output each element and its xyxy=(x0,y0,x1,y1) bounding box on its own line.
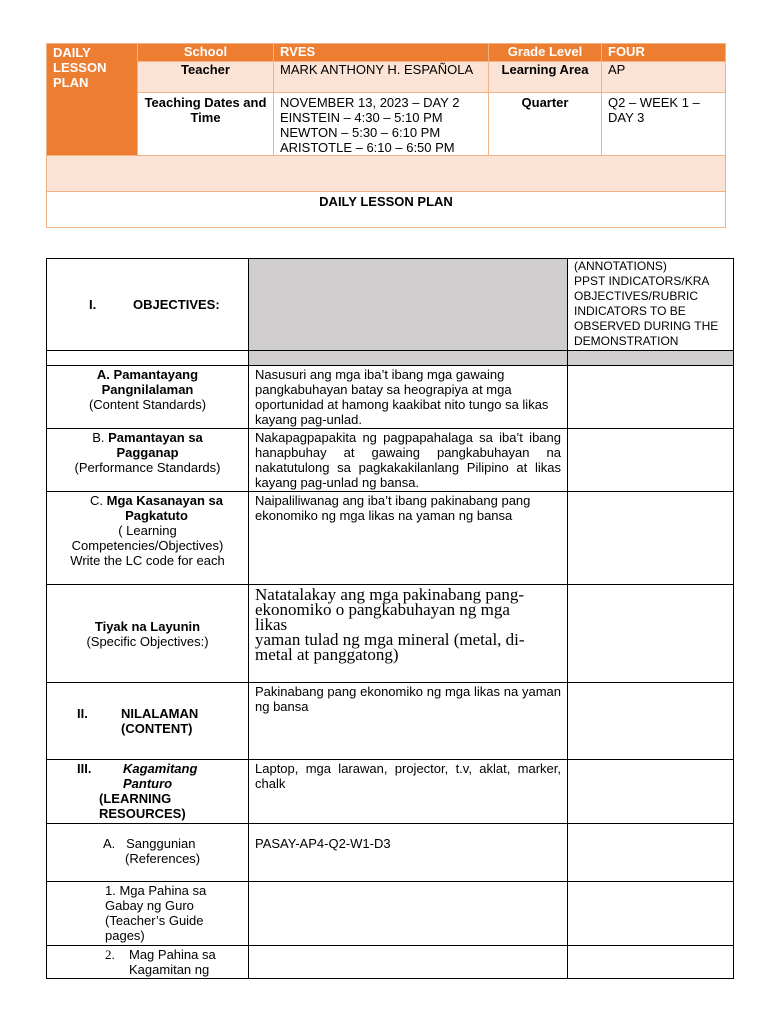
performance-standards-label xyxy=(47,429,249,492)
resources-label-italic: Kagamitang Panturo xyxy=(123,761,198,791)
performance-standards-title xyxy=(53,430,242,460)
content-value: Pakinabang pang ekonomiko ng mga likas na yaman ng bansa xyxy=(249,683,568,760)
annotation-line: PPST INDICATORS/KRA xyxy=(574,274,710,288)
plan-title-text: DAILY LESSON PLAN xyxy=(319,194,453,209)
content-standards-label xyxy=(47,366,249,429)
teaching-dates-value xyxy=(274,93,489,156)
specific-objective-line: likas xyxy=(255,615,288,634)
objectives-grey-cell xyxy=(249,259,568,351)
references-label xyxy=(47,824,249,882)
content-standards-annotation xyxy=(568,366,734,429)
references-title: A. Sanggunian xyxy=(103,836,196,851)
specific-objective-line: Natatalakay ang mga pakinabang pang- xyxy=(255,585,525,604)
peach-spacer-row xyxy=(47,156,726,192)
annotation-line: (ANNOTATIONS) xyxy=(574,259,667,273)
plan-label: DAILY LESSON PLAN xyxy=(47,44,138,156)
specific-objectives-title: Tiyak na Layunin xyxy=(94,618,201,634)
performance-title-text: Pamantayan sa Pagganap xyxy=(108,430,203,460)
resources-header xyxy=(47,760,249,824)
annotation-line: OBJECTIVES/RUBRIC xyxy=(574,289,699,303)
specific-objectives-sub: (Specific Objectives:) xyxy=(86,633,209,649)
content-standards-title: A. Pamantayang Pangnilalaman xyxy=(96,367,199,397)
competencies-title xyxy=(53,493,242,523)
learner-materials-text: Mag Pahina sa Kagamitan ng xyxy=(129,947,216,977)
teacher-value: MARK ANTHONY H. ESPAÑOLA xyxy=(274,62,489,93)
teacher-guide-value xyxy=(249,882,568,946)
grade-label: Grade Level xyxy=(489,44,602,62)
resources-header-row xyxy=(53,761,242,821)
references-value: PASAY-AP4-Q2-W1-D3 xyxy=(249,824,568,882)
competencies-value: Naipaliliwanag ang iba’t ibang pakinabang pang ekonomiko ng mga likas na yaman ng bansa xyxy=(249,492,568,585)
objectives-num: I. xyxy=(89,297,97,312)
learner-materials-num: 2. xyxy=(105,947,115,962)
learning-area-value: AP xyxy=(602,62,726,93)
dates-line: NOVEMBER 13, 2023 – DAY 2 xyxy=(280,95,460,110)
dates-line: NEWTON – 5:30 – 6:10 PM xyxy=(280,125,441,140)
specific-objectives-value xyxy=(249,585,568,683)
content-standards-value: Nasusuri ang mga iba’t ibang mga gawaing pangkabuhayan batay sa heograpiya at mga oportunidad at hamong kaakibat nito tungo sa likas kayang pag-unlad. xyxy=(249,366,568,429)
learner-materials-label xyxy=(47,946,249,979)
lesson-plan-table xyxy=(46,258,734,979)
learner-materials-row xyxy=(105,947,242,977)
teacher-guide-label xyxy=(47,882,249,946)
header-table xyxy=(46,43,726,228)
resources-annotation xyxy=(568,760,734,824)
specific-objective-line: ekonomiko o pangkabuhayan ng mga xyxy=(255,600,510,619)
performance-prefix: B. xyxy=(92,430,105,445)
daily-lesson-plan-title xyxy=(47,192,726,228)
performance-standards-sub: (Performance Standards) xyxy=(74,460,221,475)
content-header-row xyxy=(53,706,242,736)
performance-standards-value: Nakapagpapakita ng pagpapahalaga sa iba’t ibang hanapbuhay at gawaing pangkabuhayan na nakatutulong sa pagkakakilanlang Pilipino at likas kayang pag-unlad ng bansa. xyxy=(249,429,568,492)
annotation-line: OBSERVED DURING THE xyxy=(574,319,719,333)
quarter-value: Q2 – WEEK 1 – DAY 3 xyxy=(602,93,726,156)
content-standards-sub: (Content Standards) xyxy=(88,397,207,412)
content-annotation xyxy=(568,683,734,760)
objectives-header xyxy=(47,259,249,351)
spacer-cell xyxy=(47,351,249,366)
content-label: NILALAMAN (CONTENT) xyxy=(121,706,199,736)
objectives-label: OBJECTIVES: xyxy=(133,297,220,312)
annotation-line: DEMONSTRATION xyxy=(574,334,679,348)
grade-value: FOUR xyxy=(602,44,726,62)
quarter-label: Quarter xyxy=(489,93,602,156)
school-label: School xyxy=(138,44,274,62)
references-annotation xyxy=(568,824,734,882)
resources-num: III. xyxy=(77,761,92,776)
content-num: II. xyxy=(77,706,88,721)
specific-objectives-annotation xyxy=(568,585,734,683)
specific-objective-line: yaman tulad ng mga mineral (metal, di- xyxy=(255,630,525,649)
teaching-dates-label: Teaching Dates and Time xyxy=(138,93,274,156)
competencies-prefix: C. xyxy=(90,493,104,508)
competencies-label xyxy=(47,492,249,585)
specific-objective-line: metal at panggatong) xyxy=(255,645,399,664)
teacher-label: Teacher xyxy=(138,62,274,93)
competencies-sub: ( Learning Competencies/Objectives) Write the LC code for each xyxy=(70,523,225,568)
resources-label-block xyxy=(99,761,213,821)
performance-standards-annotation xyxy=(568,429,734,492)
annotation-line: INDICATORS TO BE xyxy=(574,304,686,318)
competencies-title-text: Mga Kasanayan sa Pagkatuto xyxy=(106,493,223,523)
learner-materials-value xyxy=(249,946,568,979)
dates-line: EINSTEIN – 4:30 – 5:10 PM xyxy=(280,110,443,125)
teacher-guide-text: 1. Mga Pahina sa Gabay ng Guro (Teacher’s Guide pages) xyxy=(105,883,207,943)
annotations-cell xyxy=(568,259,734,351)
school-value: RVES xyxy=(274,44,489,62)
grey-spacer-cell xyxy=(249,351,568,366)
teacher-guide-annotation xyxy=(568,882,734,946)
dates-line: ARISTOTLE – 6:10 – 6:50 PM xyxy=(280,140,455,155)
content-header xyxy=(47,683,249,760)
specific-objectives-label xyxy=(47,585,249,683)
competencies-annotation xyxy=(568,492,734,585)
resources-value: Laptop, mga larawan, projector, t.v, aklat, marker, chalk xyxy=(249,760,568,824)
learning-area-label: Learning Area xyxy=(489,62,602,93)
resources-label-sub: (LEARNING RESOURCES) xyxy=(99,791,186,821)
grey-spacer-cell xyxy=(568,351,734,366)
learner-materials-annotation xyxy=(568,946,734,979)
references-sub: (References) xyxy=(125,851,201,866)
